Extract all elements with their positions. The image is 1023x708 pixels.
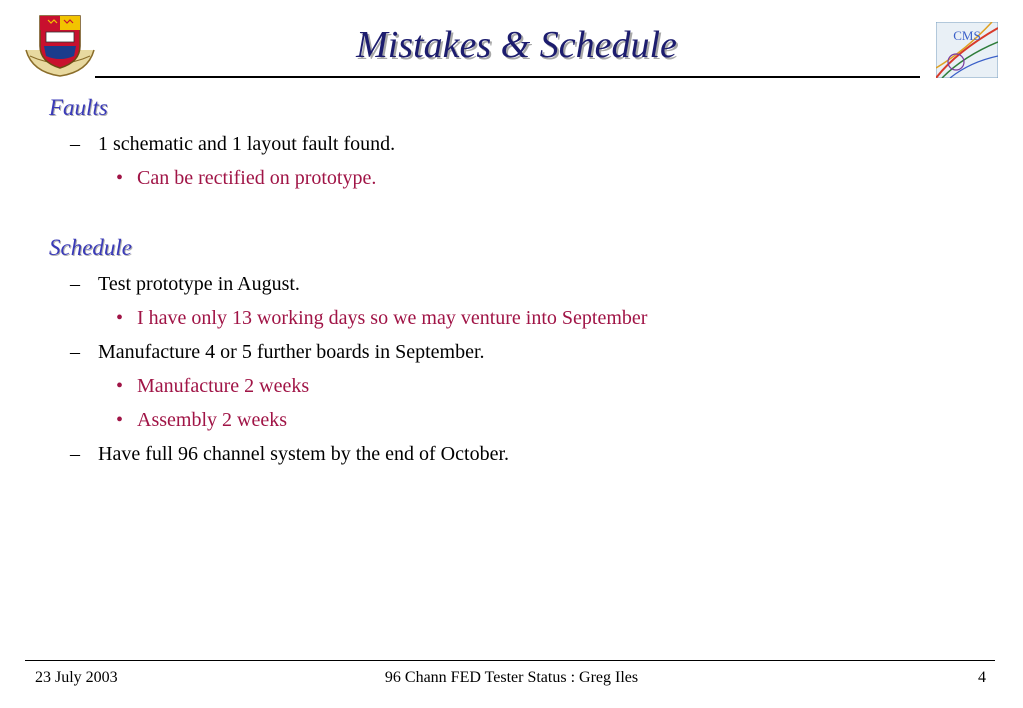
dash-marker: – [70,273,80,295]
section-heading-faults: Faults [49,95,108,120]
bullet-marker: • [116,409,124,431]
list-item [70,131,395,157]
sub-list-item-text: Manufacture 2 weeks [137,375,310,397]
list-item-text: Have full 96 channel system by the end of October. [98,443,509,465]
list-item [70,339,485,365]
slide-title: Mistakes & Schedule [356,24,677,66]
cms-experiment-logo [936,22,998,78]
bullet-marker: • [116,375,124,397]
bullet-marker: • [116,307,124,329]
sub-list-item-text: I have only 13 working days so we may venture into September [137,307,648,329]
page-number: 4 [978,669,986,686]
sub-list-item [116,305,647,331]
list-item [70,271,300,297]
sub-list-item-text: Assembly 2 weeks [137,409,287,431]
dash-marker: – [70,341,80,363]
sub-list-item [116,165,376,191]
list-item-text: 1 schematic and 1 layout fault found. [98,133,396,155]
dash-marker: – [70,133,80,155]
bullet-marker: • [116,167,124,189]
list-item-text: Manufacture 4 or 5 further boards in September. [98,341,485,363]
footer-presentation-info: 96 Chann FED Tester Status : Greg Iles [384,669,639,686]
sub-list-item-text: Can be rectified on prototype. [137,167,377,189]
sub-list-item [116,407,287,433]
footer-date: 23 July 2003 [35,669,118,686]
list-item-text: Test prototype in August. [98,273,300,295]
section-heading-schedule: Schedule [49,235,133,260]
cms-logo-text: CMS [953,28,981,43]
dash-marker: – [70,443,80,465]
sub-list-item [116,373,309,399]
title-underline [95,76,920,78]
footer-divider [25,660,995,661]
list-item [70,441,509,467]
